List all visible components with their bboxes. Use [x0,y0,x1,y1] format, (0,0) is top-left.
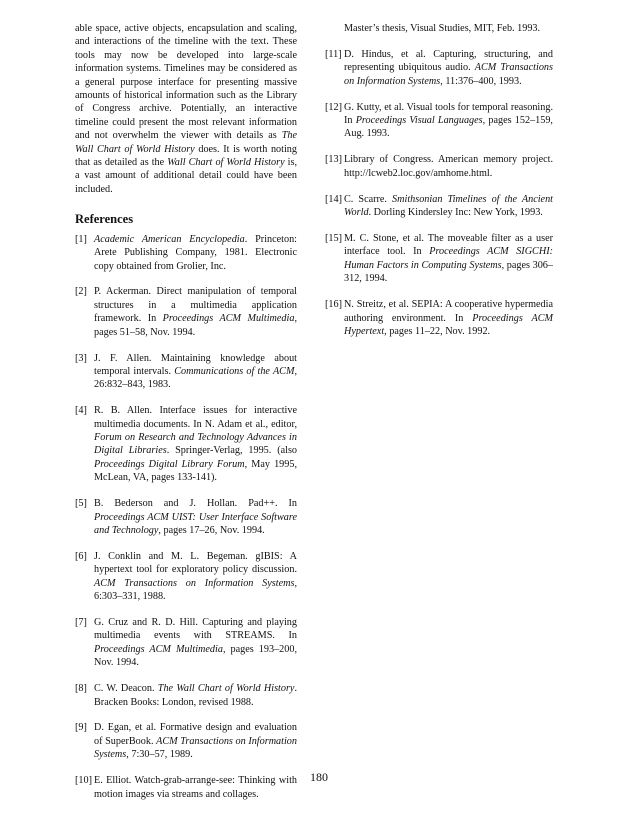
reference-text [344,48,553,88]
reference-number: [7] [75,617,87,629]
italic-text: Proceedings ACM UIST: User Interface Software and Technology [94,511,297,536]
reference-number: [4] [75,405,87,417]
reference-item [325,153,553,180]
text-run: P. Ackerman. Direct manipulation of temporal structures in a multimedia application framework. In [94,286,297,325]
reference-item [75,285,297,339]
reference-item [75,682,297,709]
reference-text [344,153,553,180]
reference-text [94,404,297,484]
reference-text [94,285,297,339]
reference-number: [11] [325,48,342,60]
italic-text: ACM Transactions on Information Systems [94,577,295,589]
text-run: . Springer-Verlag, 1995. (also [166,445,298,457]
text-run: E. Elliot. Watch-grab-arrange-see: Thinking with motion images via streams and collages. [94,775,297,800]
text-run: does. It is worth noting that as detailed as the [75,143,297,169]
text-run: , pages 306–312, 1994. [344,259,553,285]
reference-number: [15] [325,232,342,244]
reference-text [94,682,297,709]
italic-text: Forum on Research and Technology Advances in Digital Libraries [94,432,297,457]
right-column [325,22,553,351]
italic-text: Academic American Encyclopedia [94,233,245,245]
text-run: , pages 17–26, Nov. 1994. [158,525,265,536]
reference-text [94,352,297,392]
text-run: , pages 152–159, Aug. 1993. [344,115,553,140]
reference-number: [1] [75,233,87,245]
text-run: , pages 51–58, Nov. 1994. [94,313,297,338]
text-run: , 6:303–331, 1988. [94,577,297,603]
text-run: G. Kutty, et al. Visual tools for temporal reasoning. In [344,101,553,127]
reference-number: [14] [325,193,342,205]
text-run: M. C. Stone, et al. The moveable filter as a user interface tool. In [344,232,553,258]
italic-text: Proceedings ACM Multimedia [162,313,295,325]
reference-number: [6] [75,550,87,562]
text-run: Library of Congress. American memory project. http://lcweb2.loc.gov/amhome.html. [344,154,553,179]
page-number: 180 [310,770,328,784]
text-run: R. B. Allen. Interface issues for interactive multimedia documents. In N. Adam et al., editor, [94,405,297,430]
italic-text: Proceedings Visual Languages [355,115,483,127]
text-run: . Princeton: Arete Publishing Company, 1981. Electronic copy obtained from Grolier, Inc. [94,233,298,272]
reference-item [325,232,553,286]
text-run: B. Bederson and J. Hollan. Pad++. In [94,498,297,510]
italic-text: Proceedings ACM SIGCHI: Human Factors in Computing Systems [344,246,553,271]
reference-number: [10] [75,775,92,787]
italic-text: Wall Chart of World History [167,157,285,169]
text-run: D. Hindus, et al. Capturing, structuring, and representing ubiquitous audio. [344,48,553,74]
italic-text: Proceedings Digital Library Forum [94,458,245,470]
text-run: G. Cruz and R. D. Hill. Capturing and playing multimedia events with STREAMS. In [94,617,297,642]
reference-text [344,232,553,286]
reference-text [94,233,297,273]
reference-text [344,193,553,220]
reference-item [75,233,297,273]
reference-item [75,497,297,537]
reference-list-right [325,48,553,338]
text-run: , May 1995, McLean, VA, pages 133-141). [94,458,297,484]
reference-item [325,48,553,88]
text-run: , pages 11–22, Nov. 1992. [384,325,491,337]
reference-number: [9] [75,722,87,734]
italic-text: Smithsonian Timelines of the Ancient World [344,193,553,219]
text-run: , 7:30–57, 1989. [126,749,193,761]
reference-text [94,497,297,537]
reference-number: [5] [75,498,87,510]
reference-item [75,404,297,484]
reference-text [94,550,297,604]
reference-text [94,721,297,761]
reference-number: [2] [75,286,87,298]
reference-number: [8] [75,683,87,695]
italic-text: ACM Transactions on Information Systems [344,62,553,87]
reference-text [344,101,553,141]
reference-item [75,352,297,392]
text-run: , 11:376–400, 1993. [440,75,522,87]
text-run: J. F. Allen. Maintaining knowledge about temporal intervals. [94,352,297,377]
reference-number: [16] [325,299,342,311]
reference-item [75,721,297,761]
text-run: is, a vast amount of additional detail could have been included. [75,157,297,195]
text-run: . Dorling Kindersley Inc: New York, 1993. [368,207,543,219]
text-run: N. Streitz, et al. SEPIA: A cooperative hypermedia authoring environment. In [344,299,553,324]
italic-text: ACM Transactions on Information Systems [94,735,297,761]
italic-text: The Wall Chart of World History [75,130,297,155]
left-column [75,22,297,814]
references-heading: References [75,212,134,227]
reference-number: [12] [325,101,342,113]
reference-text [344,298,553,338]
text-run: C. Scarre. [344,193,393,205]
reference-item [325,193,553,220]
reference-continuation: Master’s thesis, Visual Studies, MIT, Feb. 1993. [344,23,541,34]
text-run: able space, active objects, encapsulation and scaling, and interactions of the timeline with the text. These tools may now be developed into large-scale information systems. Timelines may be considered as a general purpose interface for presenting massive amounts of historical information such as the Library of Congress archive. Potentially, an interactive timeline could present the most relevant information and not overwhelm the viewer with details as [75,23,297,142]
reference-list-left [75,233,297,801]
text-run: , pages 193–200, Nov. 1994. [94,643,297,669]
reference-item [75,616,297,670]
reference-number: [13] [325,154,342,166]
reference-item [325,298,553,338]
reference-text [94,616,297,670]
body-paragraph [75,22,297,196]
reference-number: [3] [75,352,87,364]
italic-text: The Wall Chart of World History [157,683,295,695]
text-run: . Bracken Books: London, revised 1988. [94,683,297,708]
reference-item [325,101,553,141]
text-run: D. Egan, et al. Formative design and evaluation of SuperBook. [94,722,297,747]
italic-text: Proceedings ACM Multimedia [94,643,223,655]
text-run: J. Conklin and M. L. Begeman. gIBIS: A hypertext tool for exploratory policy discussion. [94,550,297,576]
italic-text: Communications of the ACM [174,365,295,377]
text-run: C. W. Deacon. [94,683,158,695]
text-run: , 26:832–843, 1983. [94,365,297,391]
italic-text: Proceedings ACM Hypertext [344,312,553,337]
reference-item [75,550,297,604]
